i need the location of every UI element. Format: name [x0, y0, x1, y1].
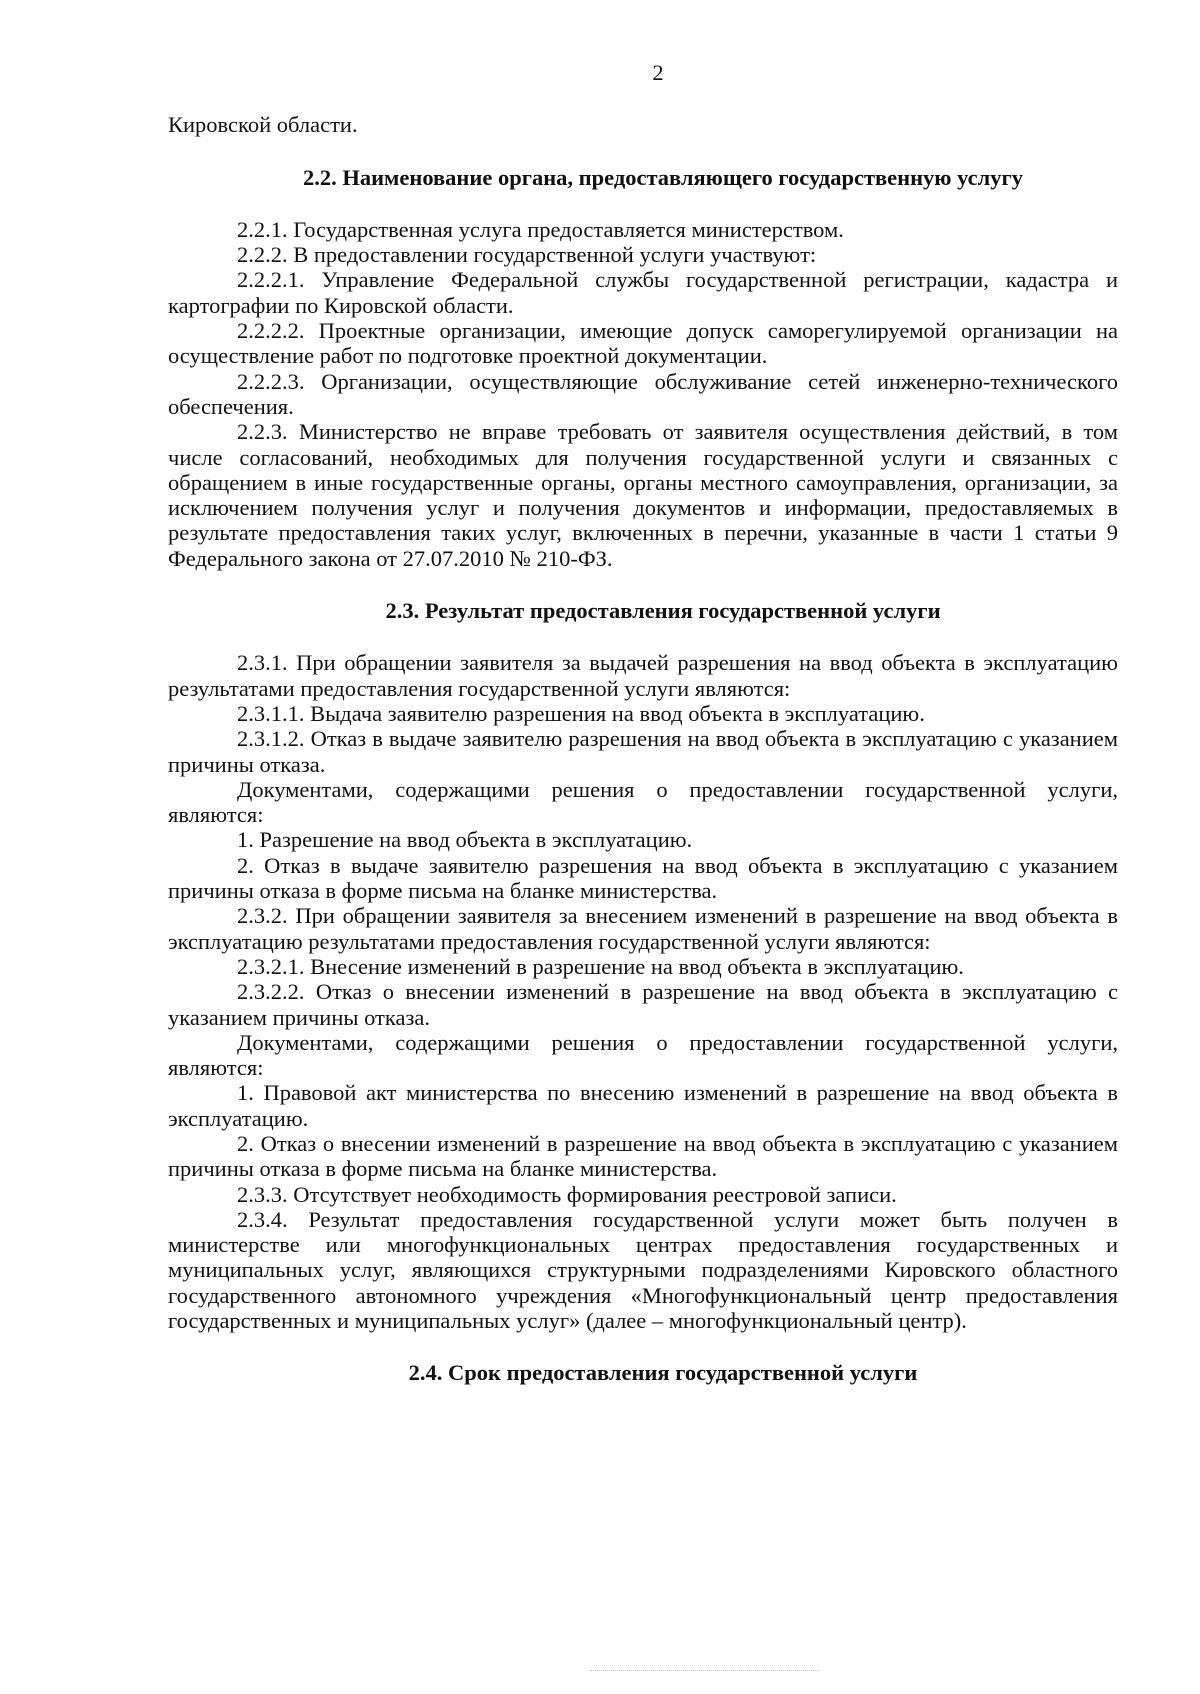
paragraph: 2.3.3. Отсутствует необходимость формирования реестровой записи. [237, 1181, 897, 1207]
paragraph: 2.3.2. При обращении заявителя за внесением изменений в разрешение на ввод объекта в эксплуатацию результатами предоставления государственной услуги являются: [168, 903, 1118, 954]
paragraph-gap [168, 571, 1118, 598]
page-number: 2 [652, 60, 664, 85]
scan-artifact [590, 1670, 820, 1672]
paragraph-gap [168, 190, 1118, 217]
document-body [168, 112, 1118, 1385]
paragraph: 2.2.2.1. Управление Федеральной службы государственной регистрации, кадастра и картографии по Кировской области. [168, 267, 1118, 318]
paragraph: 2.2.2.2. Проектные организации, имеющие допуск саморегулируемой организации на осуществление работ по подготовке проектной документации. [168, 318, 1118, 369]
paragraph: 2. Отказ в выдаче заявителю разрешения на ввод объекта в эксплуатацию с указанием причины отказа в форме письма на бланке министерства. [168, 852, 1118, 904]
paragraph: 2.3.2.2. Отказ о внесении изменений в разрешение на ввод объекта в эксплуатацию с указанием причины отказа. [168, 979, 1118, 1030]
section-heading: 2.4. Срок предоставления государственной услуги [408, 1360, 918, 1386]
paragraph: Кировской области. [168, 112, 358, 138]
paragraph: 2.3.2.1. Внесение изменений в разрешение на ввод объекта в эксплуатацию. [237, 953, 964, 979]
paragraph: 1. Правовой акт министерства по внесению изменений в разрешение на ввод объекта в эксплуатацию. [168, 1080, 1118, 1131]
paragraph: Документами, содержащими решения о предоставлении государственной услуги, являются: [168, 1029, 1118, 1081]
paragraph-gap [168, 1333, 1118, 1360]
paragraph-gap [168, 138, 1118, 165]
paragraph: Документами, содержащими решения о предоставлении государственной услуги, являются: [168, 776, 1118, 828]
paragraph: 2.3.1.2. Отказ в выдаче заявителю разрешения на ввод объекта в эксплуатацию с указанием причины отказа. [168, 726, 1118, 777]
paragraph: 2.2.2. В предоставлении государственной услуги участвуют: [237, 242, 817, 268]
paragraph: 1. Разрешение на ввод объекта в эксплуатацию. [237, 827, 693, 853]
section-heading: 2.2. Наименование органа, предоставляющего государственную услугу [302, 164, 1024, 190]
paragraph: 2.2.1. Государственная услуга предоставляется министерством. [237, 216, 844, 242]
paragraph: 2.2.3. Министерство не вправе требовать от заявителя осуществления действий, в том числе согласований, необходимых для получения государственной услуги и связанных с обращением в иные государственные органы, органы местного самоуправления, организации, за исключением получения услуг и получения документов и информации, предоставляемых в результате предоставления таких услуг, включенных в перечни, указанные в части 1 статьи 9 Федерального закона от 27.07.2010 № 210-ФЗ. [168, 419, 1118, 571]
paragraph-gap [168, 623, 1118, 650]
paragraph: 2.3.1.1. Выдача заявителю разрешения на ввод объекта в эксплуатацию. [237, 700, 925, 726]
section-heading: 2.3. Результат предоставления государственной услуги [385, 598, 941, 624]
paragraph: 2.2.2.3. Организации, осуществляющие обслуживание сетей инженерно-технического обеспечения. [168, 368, 1118, 419]
document-page [168, 60, 1118, 1386]
paragraph: 2.3.4. Результат предоставления государственной услуги может быть получен в министерстве или многофункциональных центрах предоставления государственных и муниципальных услуг, являющихся структурными подразделениями Кировского областного государственного автономного учреждения «Многофункциональный центр предоставления государственных и муниципальных услуг» (далее – многофункциональный центр). [168, 1206, 1118, 1334]
paragraph: 2. Отказ о внесении изменений в разрешение на ввод объекта в эксплуатацию с указанием причины отказа в форме письма на бланке министерства. [168, 1130, 1118, 1182]
paragraph: 2.3.1. При обращении заявителя за выдачей разрешения на ввод объекта в эксплуатацию результатами предоставления государственной услуги являются: [168, 650, 1118, 701]
